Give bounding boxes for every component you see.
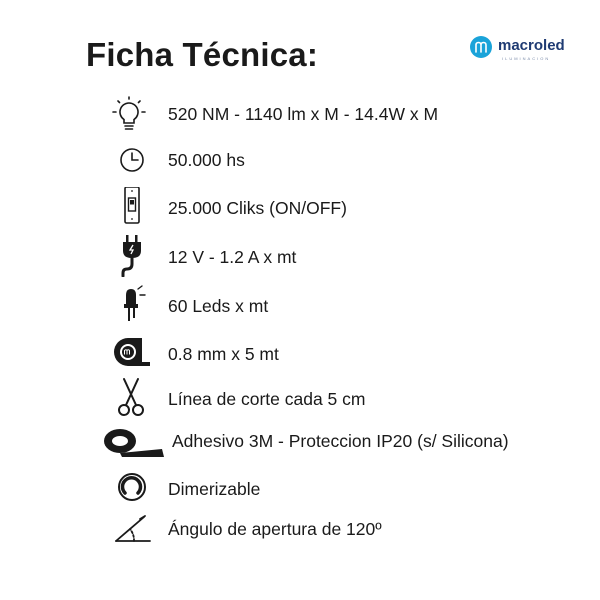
dimmer-icon (104, 467, 154, 507)
logo-name: macroled (498, 37, 565, 54)
spec-row-adhesive (0, 423, 600, 463)
spec-leds-text: 60 Leds x mt (168, 296, 269, 316)
power-plug-icon (104, 235, 154, 275)
spec-row-lifetime (0, 140, 600, 180)
spec-row-leds (0, 283, 600, 323)
clock-icon (104, 140, 154, 180)
adhesive-tape-icon (100, 423, 170, 463)
spec-angle-text: Ángulo de apertura de 120º (168, 519, 382, 539)
page-title: Ficha Técnica: (86, 36, 319, 73)
lightbulb-icon (104, 95, 154, 135)
spec-adhesive-text: Adhesivo 3M - Proteccion IP20 (s/ Silicona) (172, 431, 509, 451)
spec-row-switch (0, 187, 600, 227)
tape-measure-icon (104, 332, 154, 372)
spec-luminous-text: 520 NM - 1140 lm x M - 14.4W x M (168, 104, 439, 124)
scissors-icon (104, 377, 154, 417)
spec-row-power (0, 235, 600, 275)
macroled-logo (470, 36, 580, 66)
switch-icon (104, 187, 154, 227)
spec-dimensions-text: 0.8 mm x 5 mt (168, 344, 279, 364)
spec-row-cut (0, 377, 600, 417)
logo-tagline: ILUMINACION (502, 56, 551, 61)
spec-dimmer-text: Dimerizable (168, 479, 261, 499)
spec-switch-text: 25.000 Cliks (ON/OFF) (168, 198, 347, 218)
spec-lifetime-text: 50.000 hs (168, 150, 245, 170)
spec-row-luminous (0, 95, 600, 135)
spec-row-angle (0, 511, 600, 551)
spec-power-text: 12 V - 1.2 A x mt (168, 247, 297, 267)
logo-badge (470, 36, 492, 58)
angle-icon (104, 511, 154, 551)
spec-row-dimmer (0, 467, 600, 507)
spec-cut-text: Línea de corte cada 5 cm (168, 389, 366, 409)
spec-row-dimensions (0, 332, 600, 372)
led-icon (104, 283, 154, 323)
